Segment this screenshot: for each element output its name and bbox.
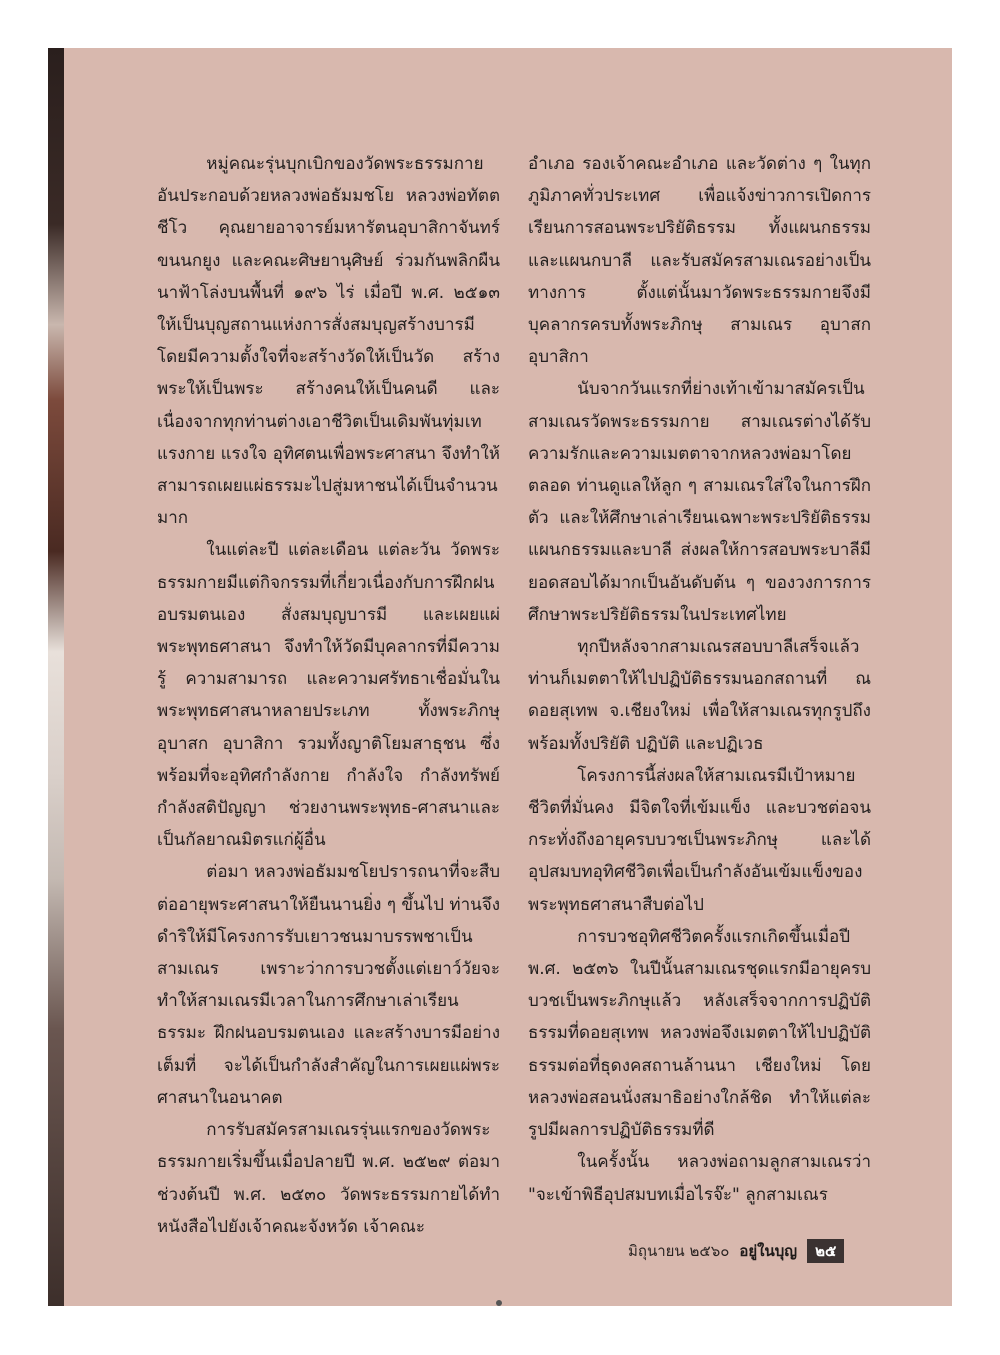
issue-date: มิถุนายน ๒๕๖๐ [628, 1242, 730, 1260]
page-footer [628, 1238, 844, 1264]
paragraph: นับจากวันแรกที่ย่างเท้าเข้ามาสมัครเป็นสามเณรวัดพระธรรมกาย สามเณรต่างได้รับความรักและความเมตตาจากหลวงพ่อมาโดยตลอด ท่านดูแลให้ลูก ๆ สามเณรใส่ใจในการฝึกตัว และให้ศึกษาเล่าเรียนเฉพาะพระปริยัติธรรม แผนกธรรมและบาลี ส่งผลให้การสอบพระบาลีมียอดสอบได้มากเป็นอันดับต้น ๆ ของวงการการศึกษาพระปริยัติธรรมในประเทศไทย [528, 379, 871, 625]
paragraph: ในแต่ละปี แต่ละเดือน แต่ละวัน วัดพระธรรมกายมีแต่กิจกรรมที่เกี่ยวเนื่องกับการฝึกฝนอบรมตนเอง สั่งสมบุญบารมี และเผยแผ่พระพุทธศาสนา จึงทำให้วัดมีบุคลากรที่มีความรู้ ความสามารถ และความศรัทธาเชื่อมั่นในพระพุทธศาสนาหลายประเภท ทั้งพระภิกษุ อุบาสก อุบาสิกา รวมทั้งญาติโยมสาธุชน ซึ่งพร้อมที่จะอุทิศกำลังกาย กำลังใจ กำลังทรัพย์ กำลังสติปัญญา ช่วยงานพระพุทธ-ศาสนาและเป็นกัลยาณมิตรแก่ผู้อื่น [157, 540, 500, 851]
crop-dot [496, 1300, 502, 1306]
paragraph-continued: อำเภอ รองเจ้าคณะอำเภอ และวัดต่าง ๆ ในทุกภูมิภาคทั่วประเทศ เพื่อแจ้งข่าวการเปิดการเรียนการสอนพระปริยัติธรรม ทั้งแผนกธรรมและแผนกบาลี และรับสมัครสามเณรอย่างเป็นทางการ ตั้งแต่นั้นมาวัดพระธรรมกายจึงมีบุคลากรครบทั้งพระภิกษุ สามเณร อุบาสก อุบาสิกา [528, 154, 871, 368]
paragraph: ต่อมา หลวงพ่อธัมมชโยปรารถนาที่จะสืบต่ออายุพระศาสนาให้ยืนนานยิ่ง ๆ ขึ้นไป ท่านจึงดำริให้มีโครงการรับเยาวชนมาบรรพชาเป็นสามเณร เพราะว่าการบวชตั้งแต่เยาว์วัยจะทำให้สามเณรมีเวลาในการศึกษาเล่าเรียนธรรมะ ฝึกฝนอบรมตนเอง และสร้างบารมีอย่างเต็มที่ จะได้เป็นกำลังสำคัญในการเผยแผ่พระศาสนาในอนาคต [157, 862, 501, 1108]
paragraph: ทุกปีหลังจากสามเณรสอบบาลีเสร็จแล้ว ท่านก็เมตตาให้ไปปฏิบัติธรรมนอกสถานที่ ณ ดอยสุเทพ จ.เชียงใหม่ เพื่อให้สามเณรทุกรูปถึงพร้อมทั้งปริยัติ ปฏิบัติ และปฏิเวธ [528, 637, 871, 754]
photo-strip-left-edge [48, 48, 64, 1306]
paragraph: ในครั้งนั้น หลวงพ่อถามลูกสามเณรว่า "จะเข้าพิธีอุปสมบทเมื่อไรจ๊ะ" ลูกสามเณร [528, 1152, 871, 1205]
text-column-right [528, 148, 871, 1211]
magazine-name: อยู่ในบุญ [739, 1242, 798, 1260]
text-column-left [157, 148, 500, 1243]
page-number: ๒๕ [807, 1239, 844, 1263]
paragraph: การรับสมัครสามเณรรุ่นแรกของวัดพระธรรมกายเริ่มขึ้นเมื่อปลายปี พ.ศ. ๒๕๒๙ ต่อมาช่วงต้นปี พ.ศ. ๒๕๓๐ วัดพระธรรมกายได้ทำหนังสือไปยังเจ้าคณะจังหวัด เจ้าคณะ [157, 1120, 500, 1237]
paragraph: การบวชอุทิศชีวิตครั้งแรกเกิดขึ้นเมื่อปี พ.ศ. ๒๕๓๖ ในปีนั้นสามเณรชุดแรกมีอายุครบบวชเป็นพระภิกษุแล้ว หลังเสร็จจากการปฏิบัติธรรมที่ดอยสุเทพ หลวงพ่อจึงเมตตาให้ไปปฏิบัติธรรมต่อที่ธุดงคสถานล้านนา เชียงใหม่ โดยหลวงพ่อสอนนั่งสมาธิอย่างใกล้ชิด ทำให้แต่ละรูปมีผลการปฏิบัติธรรมที่ดี [528, 926, 871, 1141]
paragraph: หมู่คณะรุ่นบุกเบิกของวัดพระธรรมกาย อันประกอบด้วยหลวงพ่อธัมมชโย หลวงพ่อทัตตชีโว คุณยายอาจารย์มหารัตนอุบาสิกาจันทร์ ขนนกยูง และคณะศิษยานุศิษย์ ร่วมกันพลิกผืนนาฟ้าโล่งบนพื้นที่ ๑๙๖ ไร่ เมื่อปี พ.ศ. ๒๕๑๓ ให้เป็นบุญสถานแห่งการสั่งสมบุญสร้างบารมี โดยมีความตั้งใจที่จะสร้างวัดให้เป็นวัด สร้างพระให้เป็นพระ สร้างคนให้เป็นคนดี และเนื่องจากทุกท่านต่างเอาชีวิตเป็นเดิมพันทุ่มเทแรงกาย แรงใจ อุทิศตนเพื่อพระศาสนา จึงทำให้สามารถเผยแผ่ธรรมะไปสู่มหาชนได้เป็นจำนวนมาก [157, 154, 501, 529]
paragraph: โครงการนี้ส่งผลให้สามเณรมีเป้าหมายชีวิตที่มั่นคง มีจิตใจที่เข้มแข็ง และบวชต่อจนกระทั่งถึงอายุครบบวชเป็นพระภิกษุ และได้อุปสมบทอุทิศชีวิตเพื่อเป็นกำลังอันเข้มแข็งของพระพุทธศาสนาสืบต่อไป [528, 765, 871, 915]
